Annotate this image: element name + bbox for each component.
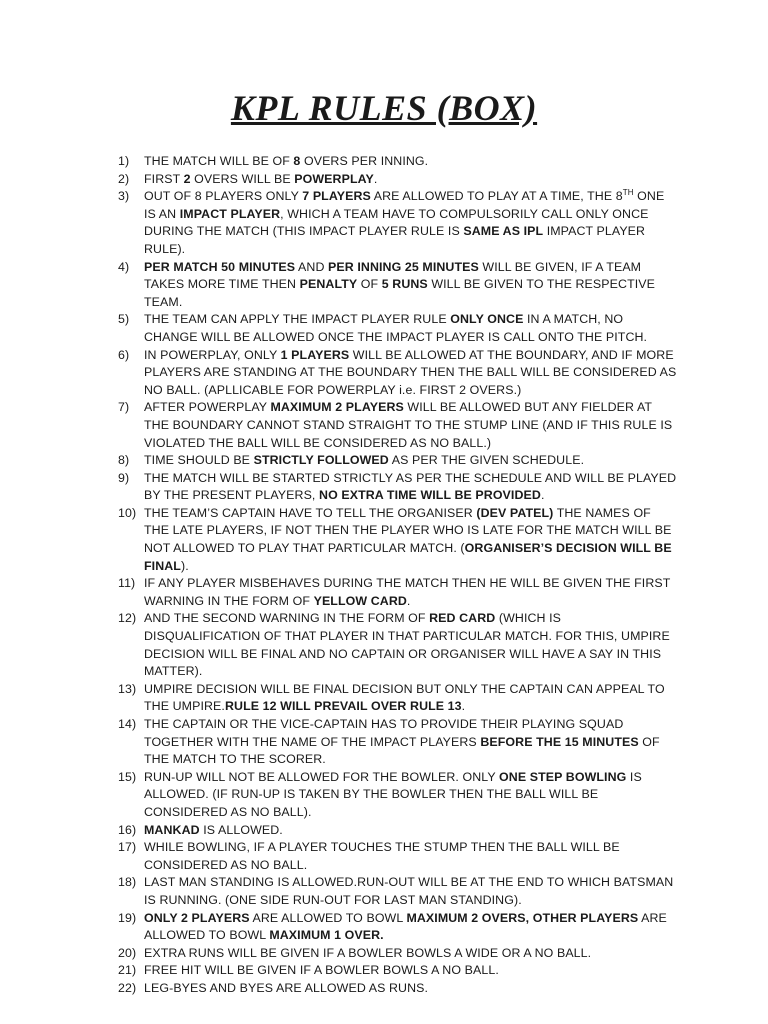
rule-item bbox=[118, 839, 678, 874]
rule-number: 6) bbox=[118, 347, 130, 362]
rule-item bbox=[118, 716, 678, 769]
rule-text-bold: SAME AS IPL bbox=[463, 224, 544, 239]
rule-text-segment: ONE IS AN bbox=[144, 189, 665, 221]
rule-number: 8) bbox=[118, 453, 130, 468]
rule-text bbox=[144, 682, 665, 714]
rule-text-segment: OUT OF 8 PLAYERS ONLY bbox=[144, 189, 303, 204]
rule-text-segment: LEG-BYES AND BYES ARE ALLOWED AS RUNS. bbox=[144, 980, 429, 995]
rule-text-bold: PER INNING 25 MINUTES bbox=[328, 259, 479, 274]
rule-text bbox=[144, 506, 672, 573]
rule-text-segment: LAST MAN STANDING IS ALLOWED.RUN-OUT WILL BE AT THE END TO WHICH BATSMAN IS RUNNING. (ONE SIDE RUN-OUT FOR LAST MAN STANDING). bbox=[144, 875, 674, 907]
rule-item bbox=[118, 470, 678, 505]
rule-text-bold: MANKAD bbox=[144, 822, 200, 837]
rule-text bbox=[144, 911, 667, 943]
rule-text bbox=[144, 946, 591, 960]
rule-text bbox=[144, 189, 664, 256]
rule-text-segment: OVERS PER INNING. bbox=[300, 154, 429, 168]
rule-item bbox=[118, 769, 678, 822]
rule-text bbox=[144, 875, 673, 907]
rule-text-bold: 5 RUNS bbox=[381, 277, 428, 292]
rule-text-bold: NO EXTRA TIME WILL BE PROVIDED bbox=[319, 488, 541, 503]
rule-text bbox=[144, 471, 676, 503]
rule-text bbox=[144, 172, 377, 186]
rule-text-bold: RED CARD bbox=[429, 611, 496, 626]
rule-number: 22) bbox=[118, 980, 137, 995]
rule-text-segment: IMPACT PLAYER RULE). bbox=[144, 224, 646, 256]
rule-text-segment: THE TEAM CAN APPLY THE IMPACT PLAYER RULE bbox=[144, 312, 451, 327]
rule-text-bold: 2 bbox=[183, 171, 191, 186]
rule-text-bold: ONE STEP BOWLING bbox=[499, 769, 627, 784]
rule-text-bold: MAXIMUM 2 PLAYERS bbox=[270, 400, 404, 415]
rule-text-bold: PER MATCH 50 MINUTES bbox=[144, 259, 296, 274]
rule-text-bold: ONLY ONCE bbox=[450, 312, 524, 327]
rule-text bbox=[144, 963, 499, 977]
rule-text bbox=[144, 260, 655, 309]
rule-number: 1) bbox=[118, 154, 130, 168]
rule-text-segment: IS ALLOWED. bbox=[199, 822, 283, 837]
rule-text-segment: (WHICH IS DISQUALIFICATION OF THAT PLAYER IN THAT PARTICULAR MATCH. FOR THIS, UMPIRE DECISION WILL BE FINAL AND NO CAPTAIN OR ORGANISER WILL HAVE A SAY IN THIS MATTER). bbox=[144, 611, 670, 679]
rule-text bbox=[144, 981, 428, 995]
rule-item bbox=[118, 153, 678, 171]
rule-item bbox=[118, 188, 678, 258]
rule-number: 11) bbox=[118, 576, 136, 591]
rule-text-segment: THE NAMES OF THE LATE PLAYERS, IF NOT THEN THE PLAYER WHO IS LATE FOR THE MATCH WILL BE NOT ALLOWED TO PLAY THAT PARTICULAR MATCH. ( bbox=[144, 505, 672, 556]
rule-number: 19) bbox=[118, 910, 137, 925]
rule-item bbox=[118, 822, 678, 840]
rule-text-segment: FIRST bbox=[144, 171, 184, 186]
rule-text-bold: IMPACT PLAYER bbox=[179, 206, 281, 221]
rule-number: 3) bbox=[118, 189, 130, 204]
rule-text-bold: MAXIMUM 2 OVERS, OTHER PLAYERS bbox=[406, 910, 639, 925]
rule-text-segment: OF THE MATCH TO THE SCORER. bbox=[144, 734, 660, 767]
rule-text-segment: OF bbox=[357, 277, 382, 292]
rule-text-segment: IN A MATCH, NO CHANGE WILL BE ALLOWED ONCE THE IMPACT PLAYER IS CALL ONTO THE PITCH. bbox=[144, 312, 648, 344]
rule-text-segment: WILL BE ALLOWED AT THE BOUNDARY, AND IF MORE PLAYERS ARE STANDING AT THE BOUNDARY THEN THE BALL WILL BE CONSIDERED AS NO BALL. (APLLICABLE FOR POWERPLAY i.e. FIRST 2 OVERS.) bbox=[144, 347, 677, 397]
rule-text-bold: POWERPLAY bbox=[294, 171, 374, 186]
rule-number: 7) bbox=[118, 400, 130, 415]
rule-number: 20) bbox=[118, 945, 137, 960]
rule-text bbox=[144, 611, 670, 678]
rule-number: 9) bbox=[118, 470, 130, 485]
rules-list bbox=[118, 153, 678, 998]
rule-item bbox=[118, 347, 678, 400]
rule-number: 10) bbox=[118, 505, 137, 520]
rule-text-segment: THE CAPTAIN OR THE VICE-CAPTAIN HAS TO PROVIDE THEIR PLAYING SQUAD TOGETHER WITH THE NAME OF THE IMPACT PLAYERS bbox=[144, 717, 624, 749]
rule-text bbox=[144, 717, 660, 766]
rule-number: 12) bbox=[118, 611, 137, 626]
rule-text-segment: IN POWERPLAY, ONLY bbox=[144, 347, 281, 362]
rule-text-segment: ). bbox=[180, 558, 189, 573]
rule-item bbox=[118, 505, 678, 575]
rule-number: 14) bbox=[118, 717, 137, 731]
rule-text-segment: . bbox=[406, 593, 411, 608]
rule-item bbox=[118, 962, 678, 980]
rule-text-segment: FREE HIT WILL BE GIVEN IF A BOWLER BOWLS A NO BALL. bbox=[144, 963, 499, 978]
rule-number: 16) bbox=[118, 822, 137, 837]
rule-number: 2) bbox=[118, 171, 130, 186]
rule-number: 17) bbox=[118, 840, 137, 855]
rule-item bbox=[118, 874, 678, 909]
rule-item bbox=[118, 980, 678, 998]
rule-text bbox=[144, 348, 676, 397]
rule-text bbox=[144, 823, 283, 837]
rule-text-segment: . bbox=[461, 699, 466, 714]
rule-text-segment: UMPIRE DECISION WILL BE FINAL DECISION BUT ONLY THE CAPTAIN CAN APPEAL TO THE UMPIRE. bbox=[144, 681, 665, 714]
rule-text-bold: (DEV PATEL) bbox=[476, 505, 554, 520]
document-title: KPL RULES (BOX) bbox=[230, 88, 538, 128]
rule-text bbox=[144, 770, 642, 819]
rule-text-segment: , WHICH A TEAM HAVE TO COMPULSORILY CALL ONLY ONCE DURING THE MATCH (THIS IMPACT PLAYER RULE IS bbox=[144, 206, 649, 239]
rule-text-bold: 8 bbox=[293, 154, 301, 168]
rule-text-segment: AS PER THE GIVEN SCHEDULE. bbox=[388, 453, 585, 468]
rule-text bbox=[144, 400, 672, 449]
rule-text-segment: WILL BE GIVEN TO THE RESPECTIVE TEAM. bbox=[144, 277, 656, 309]
rule-text-segment: ARE ALLOWED TO BOWL bbox=[144, 910, 667, 943]
rule-text-bold: YELLOW CARD bbox=[313, 593, 407, 608]
rule-text-segment: TIME SHOULD BE bbox=[144, 453, 254, 468]
rule-text-segment: OVERS WILL BE bbox=[190, 171, 295, 186]
rule-text-segment: THE MATCH WILL BE OF bbox=[144, 154, 294, 168]
rule-number: 5) bbox=[118, 312, 130, 327]
rule-text-bold: RULE 12 WILL PREVAIL OVER RULE 13 bbox=[224, 699, 462, 714]
rule-text bbox=[144, 576, 670, 608]
rule-text-bold: BEFORE THE 15 MINUTES bbox=[480, 734, 639, 749]
rule-text bbox=[144, 312, 647, 344]
rule-text-segment: ARE ALLOWED TO PLAY AT A TIME, THE 8 bbox=[370, 189, 623, 204]
rule-text-bold: PENALTY bbox=[299, 277, 358, 292]
rule-text-bold: 7 PLAYERS bbox=[302, 189, 371, 204]
rule-item bbox=[118, 945, 678, 963]
rule-text-segment: RUN-UP WILL NOT BE ALLOWED FOR THE BOWLER. ONLY bbox=[144, 769, 500, 784]
rule-text-segment: AND THE SECOND WARNING IN THE FORM OF bbox=[144, 611, 430, 626]
rule-text-bold: ONLY 2 PLAYERS bbox=[144, 910, 250, 925]
rule-text-segment: ARE ALLOWED TO BOWL bbox=[249, 910, 407, 925]
rule-text-superscript: TH bbox=[622, 188, 634, 198]
rule-text-segment: THE MATCH WILL BE STARTED STRICTLY AS PER THE SCHEDULE AND WILL BE PLAYED BY THE PRESENT PLAYERS, bbox=[144, 470, 677, 503]
rule-text-bold: 1 PLAYERS bbox=[280, 347, 350, 362]
rule-text-bold: STRICTLY FOLLOWED bbox=[253, 453, 389, 468]
rule-item bbox=[118, 610, 678, 680]
rule-text-segment: . bbox=[540, 488, 545, 503]
rule-item bbox=[118, 311, 678, 346]
rule-text-segment: WILL BE GIVEN, IF A TEAM TAKES MORE TIME THEN bbox=[144, 259, 642, 292]
rule-text bbox=[144, 453, 584, 467]
rule-number: 21) bbox=[118, 963, 137, 978]
rule-number: 4) bbox=[118, 259, 130, 274]
rule-item bbox=[118, 575, 678, 610]
rule-item bbox=[118, 910, 678, 945]
rule-text-segment: EXTRA RUNS WILL BE GIVEN IF A BOWLER BOWLS A WIDE OR A NO BALL. bbox=[144, 945, 592, 960]
rule-text-segment: THE TEAM’S CAPTAIN HAVE TO TELL THE ORGANISER bbox=[144, 505, 477, 520]
rule-text-segment: . bbox=[373, 171, 378, 186]
rule-text bbox=[144, 840, 620, 872]
rule-item bbox=[118, 452, 678, 470]
rule-text-segment: WILL BE ALLOWED BUT ANY FIELDER AT THE BOUNDARY CANNOT STAND STRAIGHT TO THE STUMP LINE (AND IF THIS RULE IS VIOLATED THE BALL WILL BE CONSIDERED AS NO BALL.) bbox=[144, 400, 673, 450]
rule-text-segment: WHILE BOWLING, IF A PLAYER TOUCHES THE STUMP THEN THE BALL WILL BE CONSIDERED AS NO BALL. bbox=[144, 840, 620, 872]
rule-text-bold: MAXIMUM 1 OVER. bbox=[269, 928, 384, 943]
rule-text-segment: AFTER POWERPLAY bbox=[144, 400, 271, 415]
rule-text-segment: IF ANY PLAYER MISBEHAVES DURING THE MATCH THEN HE WILL BE GIVEN THE FIRST WARNING IN THE FORM OF bbox=[144, 576, 671, 608]
rule-text-bold: ORGANISER’S DECISION WILL BE FINAL bbox=[144, 541, 672, 573]
rule-item bbox=[118, 399, 678, 452]
rule-text-segment: AND bbox=[295, 259, 329, 274]
rule-item bbox=[118, 681, 678, 716]
rule-number: 15) bbox=[118, 769, 137, 784]
rule-item bbox=[118, 171, 678, 189]
rule-text bbox=[144, 154, 428, 168]
rule-item bbox=[118, 259, 678, 312]
rule-number: 18) bbox=[118, 875, 137, 890]
rule-number: 13) bbox=[118, 681, 137, 696]
rule-text-segment: IS ALLOWED. (IF RUN-UP IS TAKEN BY THE BOWLER THEN THE BALL WILL BE CONSIDERED AS NO BALL). bbox=[144, 769, 642, 819]
